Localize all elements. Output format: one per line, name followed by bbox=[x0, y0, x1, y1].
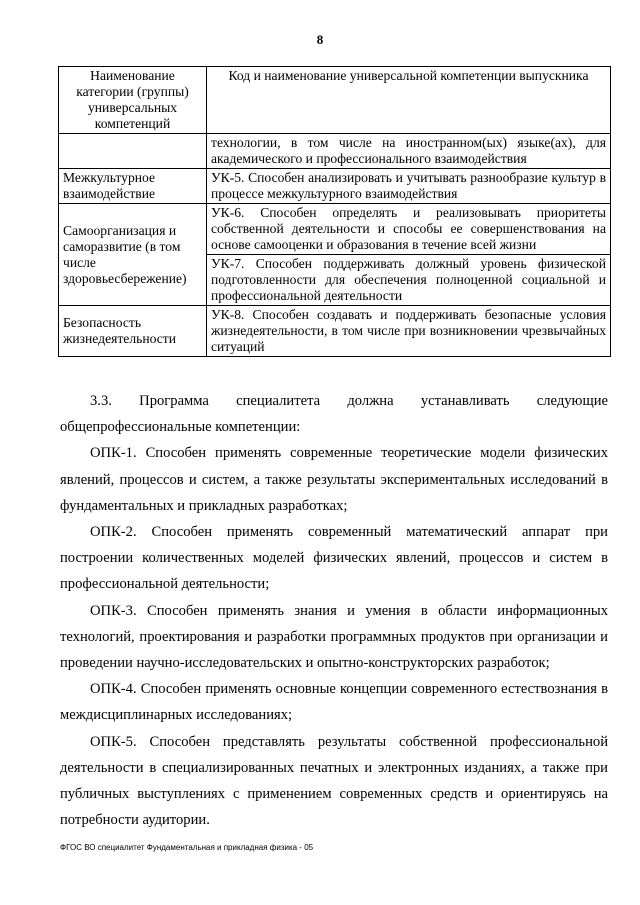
table-row bbox=[59, 169, 611, 204]
paragraph: ОПК-2. Способен применять современный математический аппарат при построении количественных моделей физических явлений, процессов и систем в профессиональной деятельности; bbox=[60, 524, 608, 593]
category-cell: Межкультурное взаимодействие bbox=[59, 169, 207, 204]
paragraph: ОПК-5. Способен представлять результаты собственной профессиональной деятельности в специализированных печатных и электронных изданиях, а также при публичных выступлениях с применением современных средств и ориентируясь на потребности аудитории. bbox=[60, 733, 608, 829]
category-cell: Безопасность жизнедеятельности bbox=[59, 306, 207, 357]
paragraph: 3.3. Программа специалитета должна устанавливать следующие общепрофессиональные компетенции: bbox=[60, 393, 608, 436]
body-text bbox=[60, 388, 608, 833]
footer: ФГОС ВО специалитет Фундаментальная и прикладная физика - 05 bbox=[60, 843, 314, 852]
competence-cell: технологии, в том числе на иностранном(ых) языке(ах), для академического и профессионального взаимодействия bbox=[207, 134, 611, 169]
category-cell bbox=[59, 134, 207, 169]
header-category: Наименование категории (группы) универсальных компетенций bbox=[59, 67, 207, 134]
header-code: Код и наименование универсальной компетенции выпускника bbox=[207, 67, 611, 134]
table-row bbox=[59, 306, 611, 357]
competence-cell: УК-7. Способен поддерживать должный уровень физической подготовленности для обеспечения полноценной социальной и профессиональной деятельности bbox=[207, 255, 611, 306]
paragraph: ОПК-3. Способен применять знания и умения в области информационных технологий, проектирования и разработки программных продуктов при организации и проведении научно-исследовательских и опытно-конструкторских разработок; bbox=[60, 602, 608, 672]
paragraph: ОПК-1. Способен применять современные теоретические модели физических явлений, процессов и систем, а также результаты экспериментальных исследований в фундаментальных и прикладных разработках; bbox=[60, 445, 608, 514]
category-cell: Самоорганизация и саморазвитие (в том числе здоровьесбережение) bbox=[59, 204, 207, 306]
competence-cell: УК-5. Способен анализировать и учитывать разнообразие культур в процессе межкультурного взаимодействия bbox=[207, 169, 611, 204]
competence-cell: УК-8. Способен создавать и поддерживать безопасные условия жизнедеятельности, в том числе при возникновении чрезвычайных ситуаций bbox=[207, 306, 611, 357]
table-row bbox=[59, 204, 611, 255]
competence-cell: УК-6. Способен определять и реализовывать приоритеты собственной деятельности и способы ее совершенствования на основе самооценки и образования в течение всей жизни bbox=[207, 204, 611, 255]
table-header-row bbox=[59, 67, 611, 134]
competencies-table bbox=[58, 66, 611, 357]
paragraph: ОПК-4. Способен применять основные концепции современного естествознания в междисциплинарных исследованиях; bbox=[60, 681, 608, 724]
page-number: 8 bbox=[316, 32, 324, 47]
table-row bbox=[59, 134, 611, 169]
